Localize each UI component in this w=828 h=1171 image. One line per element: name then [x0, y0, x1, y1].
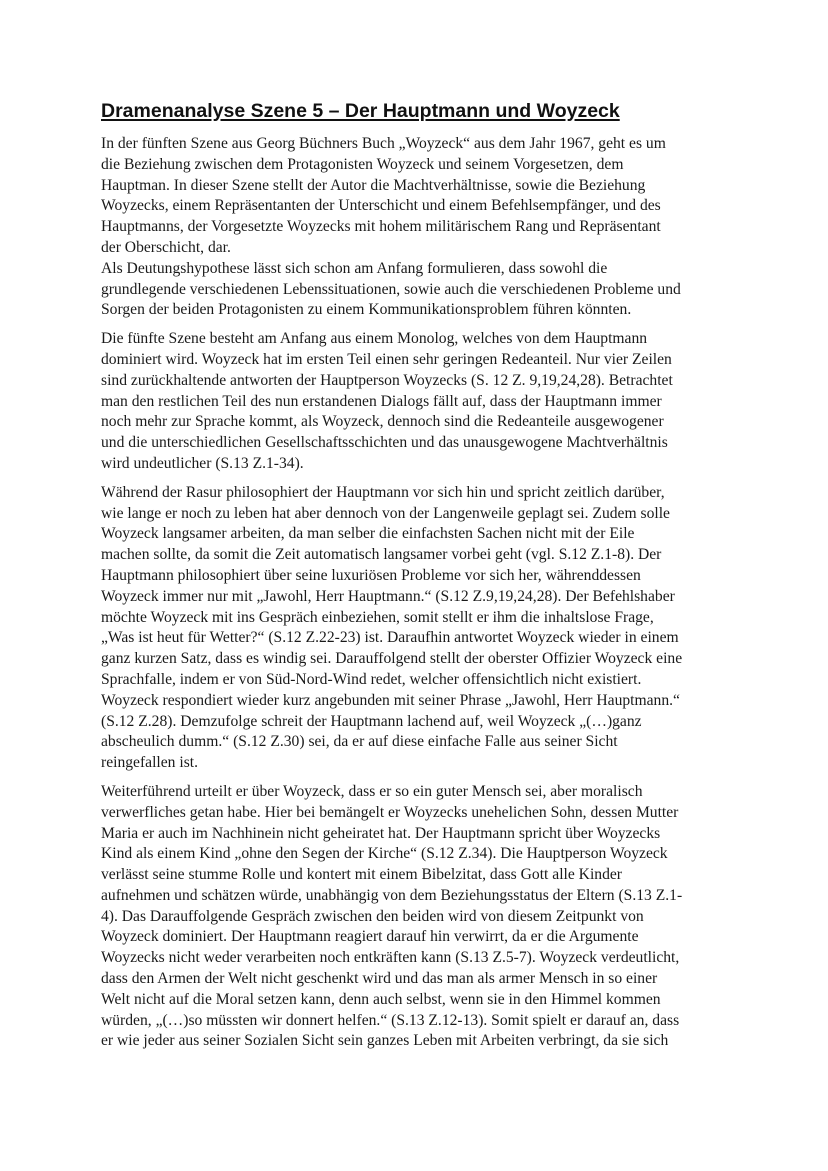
- text-line: Hauptmanns, der Vorgesetzte Woyzecks mit hohem militärischem Rang und Repräsentant: [101, 218, 661, 236]
- text-line: Als Deutungshypothese lässt sich schon am Anfang formulieren, dass sowohl die: [101, 259, 608, 277]
- text-line: Während der Rasur philosophiert der Hauptmann vor sich hin und spricht zeitlich darüber,: [101, 483, 665, 501]
- text-line: reingefallen ist.: [101, 754, 198, 772]
- paragraph-shaving-scene: [101, 483, 741, 774]
- document-title: Dramenanalyse Szene 5 – Der Hauptmann und Woyzeck: [101, 100, 620, 122]
- text-line: die Beziehung zwischen dem Protagonisten Woyzeck und seinem Vorgesetzen, dem: [101, 155, 624, 173]
- text-line: man den restlichen Teil des nun erstandenen Dialogs fällt auf, dass der Hauptmann immer: [101, 392, 662, 410]
- text-line: Woyzeck respondiert wieder kurz angebunden mit seiner Phrase „Jawohl, Herr Hauptmann.“: [101, 691, 680, 709]
- text-line: verwerfliches getan habe. Hier bei bemängelt er Woyzecks unehelichen Sohn, dessen Mutter: [101, 803, 679, 821]
- text-line: Woyzeck immer nur mit „Jawohl, Herr Hauptmann.“ (S.12 Z.9,19,24,28). Der Befehlshaber: [101, 587, 675, 605]
- text-line: sind zurückhaltende antworten der Hauptperson Woyzecks (S. 12 Z. 9,19,24,28). Betrachtet: [101, 371, 673, 389]
- text-line: Woyzecks, einem Repräsentanten der Unterschicht und einem Befehlsempfänger, und des: [101, 197, 661, 215]
- text-line: wie lange er noch zu leben hat aber dennoch von der Langenweile geplagt sei. Zudem solle: [101, 504, 670, 522]
- document-page: [101, 99, 741, 1052]
- text-line: möchte Woyzeck mit ins Gespräch einbeziehen, somit stellt er ihm die inhaltslose Frage,: [101, 608, 654, 626]
- text-line: grundlegende verschiedenen Lebenssituationen, sowie auch die verschiedenen Probleme und: [101, 280, 681, 298]
- text-line: Weiterführend urteilt er über Woyzeck, dass er so ein guter Mensch sei, aber moralisch: [101, 782, 643, 800]
- text-line: Woyzeck langsamer arbeiten, da man selber die einfachsten Sachen nicht mit der Eile: [101, 525, 635, 543]
- text-line: In der fünften Szene aus Georg Büchners Buch „Woyzeck“ aus dem Jahr 1967, geht es um: [101, 135, 666, 152]
- text-line: würden, „(…)so müssten wir donnert helfen.“ (S.13 Z.12-13). Somit spielt er darauf an, dass: [101, 1011, 680, 1029]
- text-line: Woyzeck dominiert. Der Hauptmann reagiert darauf hin verwirrt, da er die Argumente: [101, 928, 639, 946]
- text-line: und die unterschiedlichen Gesellschaftsschichten und das unausgewogene Machtverhältnis: [101, 434, 668, 452]
- paragraph-moral-judgement: [101, 782, 741, 1052]
- text-line: Hauptman. In dieser Szene stellt der Autor die Machtverhältnisse, sowie die Beziehung: [101, 176, 646, 194]
- text-line: dass den Armen der Welt nicht geschenkt wird und das man als armer Mensch in so einer: [101, 970, 658, 988]
- text-line: „Was ist heut für Wetter?“ (S.12 Z.22-23) ist. Daraufhin antwortet Woyzeck wieder in einem: [101, 629, 679, 647]
- paragraph-introduction: [101, 134, 741, 321]
- text-line: Kind als einem Kind „ohne den Segen der Kirche“ (S.12 Z.34). Die Hauptperson Woyzeck: [101, 845, 668, 863]
- text-line: Welt nicht auf die Moral setzen kann, denn auch selbst, wenn sie in den Himmel kommen: [101, 990, 661, 1008]
- text-line: Woyzecks nicht weder verarbeiten noch entkräften kann (S.13 Z.5-7). Woyzeck verdeutlicht,: [101, 949, 680, 967]
- text-line: machen sollte, da somit die Zeit automatisch langsamer vorbei geht (vgl. S.12 Z.1-8). Der: [101, 546, 662, 564]
- text-line: er wie jeder aus seiner Sozialen Sicht sein ganzes Leben mit Arbeiten verbringt, da sie sich: [101, 1032, 669, 1050]
- text-line: ganz kurzen Satz, dass es windig sei. Darauffolgend stellt der oberster Offizier Woyzeck eine: [101, 650, 683, 668]
- text-line: Hauptmann philosophiert über seine luxuriösen Probleme vor sich her, währenddessen: [101, 566, 641, 584]
- text-line: noch mehr zur Sprache kommt, als Woyzeck, dennoch sind die Redeanteile ausgewogener: [101, 413, 664, 431]
- text-line: aufnehmen und schätzen würde, unabhängig von dem Beziehungsstatus der Eltern (S.13 Z.1-: [101, 886, 683, 904]
- text-line: der Oberschicht, dar.: [101, 238, 231, 256]
- text-line: (S.12 Z.28). Demzufolge schreit der Hauptmann lachend auf, weil Woyzeck „(…)ganz: [101, 712, 642, 730]
- text-line: wird undeutlicher (S.13 Z.1-34).: [101, 454, 304, 472]
- text-line: Sprachfalle, indem er von Süd-Nord-Wind redet, welcher offensichtlich nicht existiert.: [101, 670, 642, 688]
- text-line: Sorgen der beiden Protagonisten zu einem Kommunikationsproblem führen könnten.: [101, 301, 632, 319]
- text-line: abscheulich dumm.“ (S.12 Z.30) sei, da er auf diese einfache Falle aus seiner Sicht: [101, 733, 618, 751]
- text-line: 4). Das Darauffolgende Gespräch zwischen den beiden wird von diesem Zeitpunkt von: [101, 907, 644, 925]
- text-line: Die fünfte Szene besteht am Anfang aus einem Monolog, welches von dem Hauptmann: [101, 330, 648, 348]
- paragraph-dialogue-structure: [101, 329, 741, 475]
- text-line: Maria er auch im Nachhinein nicht geheiratet hat. Der Hauptmann spricht über Woyzecks: [101, 824, 661, 842]
- text-line: verlässt seine stumme Rolle und kontert mit einem Bibelzitat, dass Gott alle Kinder: [101, 866, 622, 884]
- text-line: dominiert wird. Woyzeck hat im ersten Teil einen sehr geringen Redeanteil. Nur vier Zeilen: [101, 350, 672, 368]
